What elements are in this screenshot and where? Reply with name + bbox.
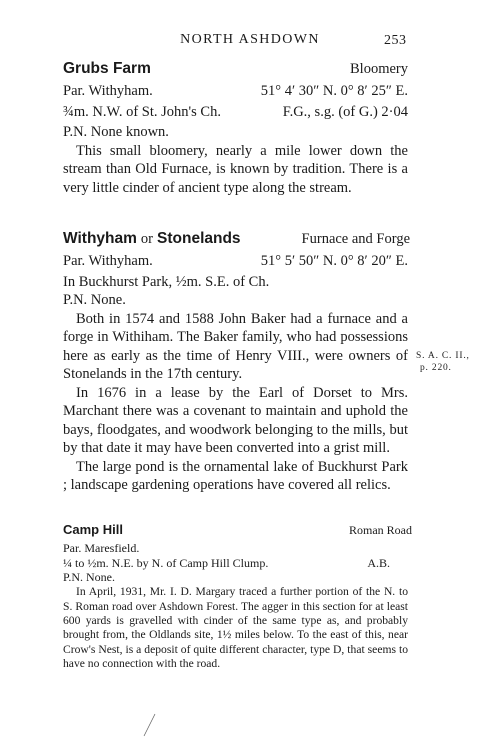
entry-title-alt: Stonelands (157, 230, 241, 247)
coordinates: 51° 5′ 50″ N. 0° 8′ 20″ E. (260, 253, 408, 269)
entry-paragraph: Both in 1574 and 1588 John Baker had a furnace and a forge in Withiham. The Baker family, who had possessions here as early as the time of Henry VIII., were owners of Stonelands in the 17th century. (63, 310, 408, 382)
running-head (0, 32, 500, 52)
parish: Par. Maresfield. (63, 541, 140, 555)
margin-reference (416, 350, 500, 374)
title-connector: or (140, 231, 154, 247)
margin-reference-line: p. 220. (420, 363, 452, 373)
entry-withyham (63, 228, 408, 495)
parish: Par. Withyham. (63, 83, 153, 99)
entry-type: Bloomery (350, 61, 408, 77)
location-notes-row (63, 556, 408, 571)
entry-paragraph: In 1676 in a lease by the Earl of Dorset to Mrs. Marchant there was a covenant to maintain and uphold the bays, floodgates, and woodwork belonging to the mills, but by that date it may have been converted into a grist mill. (63, 384, 408, 456)
geology-notes: F.G., s.g. (of G.) 2·04 (282, 103, 408, 120)
entry-paragraph: This small bloomery, nearly a mile lower down the stream than Old Furnace, is known by tradition. There is a very little cinder of ancient type along the stream. (63, 142, 408, 196)
entry-camp-hill (63, 519, 412, 672)
entry-grubs-farm (63, 58, 408, 197)
notes: A.B. (367, 555, 390, 570)
running-title: NORTH ASHDOWN (180, 32, 320, 47)
margin-reference-line: S. A. C. II., (416, 351, 470, 361)
place-name-note: P.N. None known. (63, 124, 169, 140)
entry-heading (63, 228, 408, 250)
location: ¼ to ½m. N.E. by N. of Camp Hill Clump. (63, 555, 269, 570)
entry-paragraph: In April, 1931, Mr. I. D. Margary traced a further portion of the N. to S. Roman road over Ashdown Forest. The agger in this section for at least 600 yards is gravelled with cinder of the same type as, and probably brought from, the Oldlands site, 1½ miles below. To the east of this, near Crow's Nest, is a deposit of quite different character, type D, that seems to have no connection with the road. (63, 585, 408, 671)
place-name-note: P.N. None. (63, 570, 116, 585)
entry-title: Camp Hill (63, 522, 123, 537)
location: In Buckhurst Park, ½m. S.E. of Ch. (63, 273, 270, 290)
parish-coordinates-row (63, 252, 408, 271)
page-number: 253 (384, 33, 407, 48)
entry-heading (63, 519, 412, 541)
location: ¾m. N.W. of St. John's Ch. (63, 103, 221, 120)
entry-title: Grubs Farm (63, 60, 151, 77)
entry-heading (63, 58, 408, 80)
parish: Par. Withyham. (63, 253, 153, 269)
location-notes-row (63, 103, 408, 122)
entry-type: Roman Road (349, 523, 412, 537)
entry-paragraph: The large pond is the ornamental lake of Buckhurst Park ; landscape gardening operations have covered all relics. (63, 458, 408, 493)
parish-coordinates-row (63, 82, 408, 101)
coordinates: 51° 4′ 30″ N. 0° 8′ 25″ E. (260, 83, 408, 99)
place-name-note: P.N. None. (63, 292, 126, 308)
pencil-mark (140, 712, 160, 738)
entry-title: Withyham (63, 230, 137, 247)
entry-title-group (63, 228, 241, 250)
entry-type: Furnace and Forge (301, 231, 410, 247)
